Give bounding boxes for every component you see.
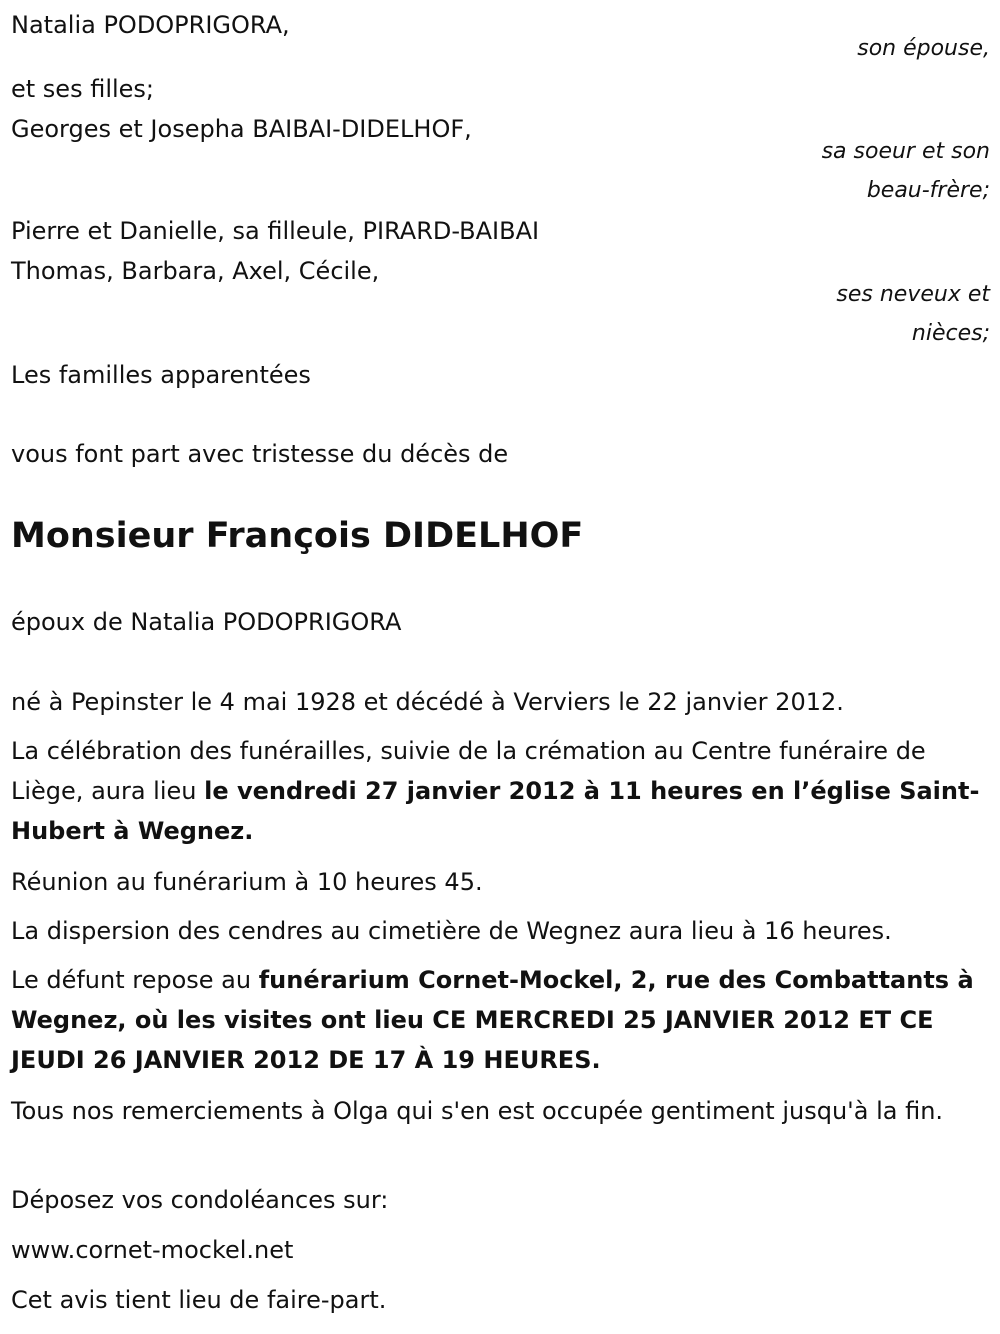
ceremony-date-place: le vendredi 27 janvier 2012 à 11 heures en l’église Saint-Hubert à Wegnez. [11, 777, 980, 845]
rest-place-visits: funérarium Cornet-Mockel, 2, rue des Combattants à Wegnez, où les visites ont lieu CE MERCREDI 25 JANVIER 2012 ET CE JEUDI 26 JANVIER 2012 DE 17 À 19 HEURES. [11, 966, 974, 1074]
rest-intro: Le défunt repose au [11, 966, 259, 994]
meeting-line: Réunion au funérarium à 10 heures 45. [11, 868, 483, 896]
notice-line: Cet avis tient lieu de faire-part. [11, 1286, 387, 1314]
condolences-line: Déposez vos condoléances sur: [11, 1186, 389, 1214]
dispersion-line: La dispersion des cendres au cimetière de Wegnez aura lieu à 16 heures. [11, 917, 892, 945]
website-link[interactable]: www.cornet-mockel.net [11, 1236, 294, 1264]
nephews-line: Thomas, Barbara, Axel, Cécile, [11, 257, 380, 285]
wife-role: son épouse, [857, 36, 990, 61]
daughters-line: et ses filles; [11, 75, 155, 103]
sister-role-line2: beau-frère; [866, 178, 990, 203]
spouse-line: époux de Natalia PODOPRIGORA [11, 608, 402, 636]
announcement-line: vous font part avec tristesse du décès de [11, 440, 509, 468]
nephews-role-line1: ses neveux et [836, 282, 990, 307]
relatives-line: Les familles apparentées [11, 361, 311, 389]
thanks-paragraph: Tous nos remerciements à Olga qui s'en est occupée gentiment jusqu'à la fin. [11, 1097, 944, 1125]
sister-couple: Georges et Josepha BAIBAI-DIDELHOF, [11, 115, 472, 143]
wife-name: Natalia PODOPRIGORA, [11, 11, 290, 39]
nephews-role-line2: nièces; [911, 321, 990, 346]
ceremony-paragraph [11, 731, 993, 851]
ceremony-intro: La célébration des funérailles, suivie de la crémation au Centre funéraire de Liège, aura lieu [11, 737, 926, 805]
rest-paragraph [11, 960, 993, 1080]
deceased-name: Monsieur François DIDELHOF [11, 516, 584, 556]
nephew-couple: Pierre et Danielle, sa filleule, PIRARD-BAIBAI [11, 217, 540, 245]
sister-role-line1: sa soeur et son [821, 139, 990, 164]
birth-death-line: né à Pepinster le 4 mai 1928 et décédé à Verviers le 22 janvier 2012. [11, 688, 844, 716]
